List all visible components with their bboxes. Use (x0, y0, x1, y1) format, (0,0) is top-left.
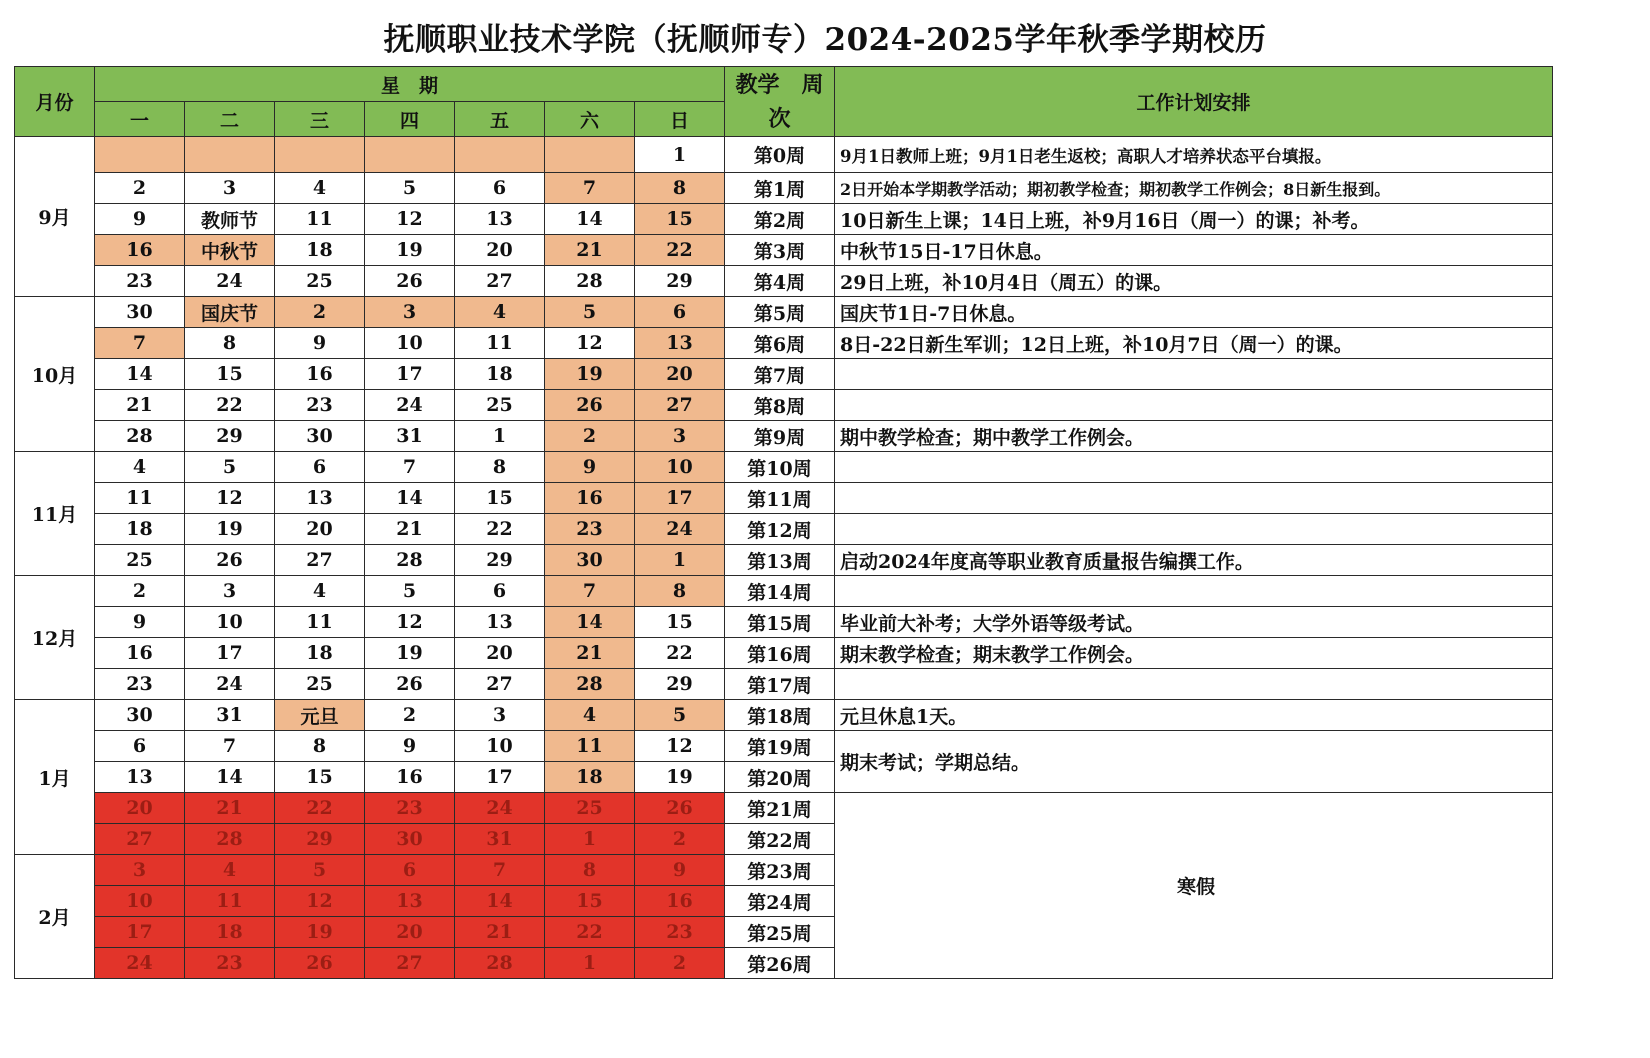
day-cell: 22 (545, 917, 635, 948)
teach-week-cell: 第9周 (725, 421, 835, 452)
day-cell: 22 (455, 514, 545, 545)
day-cell (545, 137, 635, 173)
day-cell: 6 (365, 855, 455, 886)
teach-week-cell: 第13周 (725, 545, 835, 576)
day-cell: 19 (365, 638, 455, 669)
plan-cell: 29日上班，补10月4日（周五）的课。 (835, 266, 1553, 297)
day-cell: 11 (275, 607, 365, 638)
calendar-row (15, 731, 1553, 762)
weekday-tue: 二 (185, 102, 275, 137)
plan-cell (835, 359, 1553, 390)
day-cell: 26 (275, 948, 365, 979)
teach-week-cell: 第24周 (725, 886, 835, 917)
day-cell: 16 (545, 483, 635, 514)
day-cell: 16 (95, 638, 185, 669)
day-cell: 22 (275, 793, 365, 824)
day-cell: 15 (635, 204, 725, 235)
month-header: 月份 (15, 67, 95, 137)
day-cell: 8 (275, 731, 365, 762)
day-cell: 14 (365, 483, 455, 514)
day-cell: 21 (545, 638, 635, 669)
day-cell: 8 (455, 452, 545, 483)
day-cell: 1 (455, 421, 545, 452)
day-cell: 17 (365, 359, 455, 390)
day-cell: 16 (275, 359, 365, 390)
day-cell: 4 (275, 173, 365, 204)
day-cell: 29 (635, 669, 725, 700)
day-cell: 24 (365, 390, 455, 421)
day-cell: 23 (95, 266, 185, 297)
header-row (15, 67, 1553, 102)
day-cell: 27 (455, 669, 545, 700)
day-cell: 11 (455, 328, 545, 359)
day-cell: 4 (455, 297, 545, 328)
day-cell: 9 (95, 607, 185, 638)
day-cell: 24 (185, 669, 275, 700)
plan-cell: 期末考试；学期总结。 (835, 731, 1553, 793)
day-cell: 8 (545, 855, 635, 886)
day-cell: 27 (95, 824, 185, 855)
weekday-wed: 三 (275, 102, 365, 137)
day-cell: 16 (635, 886, 725, 917)
day-cell: 24 (635, 514, 725, 545)
day-cell: 7 (95, 328, 185, 359)
day-cell: 31 (185, 700, 275, 731)
day-cell: 14 (185, 762, 275, 793)
day-cell: 22 (635, 638, 725, 669)
calendar-row (15, 607, 1553, 638)
day-cell: 28 (455, 948, 545, 979)
day-cell (95, 137, 185, 173)
day-cell: 3 (95, 855, 185, 886)
day-cell: 26 (635, 793, 725, 824)
day-cell: 10 (95, 886, 185, 917)
day-cell: 元旦 (275, 700, 365, 731)
day-cell: 18 (545, 762, 635, 793)
day-cell: 10 (185, 607, 275, 638)
calendar-row (15, 359, 1553, 390)
teach-week-cell: 第6周 (725, 328, 835, 359)
day-cell: 26 (365, 266, 455, 297)
calendar-row (15, 793, 1553, 824)
day-cell: 29 (185, 421, 275, 452)
day-cell: 23 (275, 390, 365, 421)
teach-week-cell: 第1周 (725, 173, 835, 204)
day-cell: 9 (365, 731, 455, 762)
winter-vacation-cell: 寒假 (835, 793, 1553, 979)
day-cell: 12 (185, 483, 275, 514)
plan-cell (835, 514, 1553, 545)
weekday-mon: 一 (95, 102, 185, 137)
day-cell: 29 (275, 824, 365, 855)
day-cell: 20 (95, 793, 185, 824)
day-cell: 9 (275, 328, 365, 359)
plan-cell: 8日-22日新生军训；12日上班，补10月7日（周一）的课。 (835, 328, 1553, 359)
day-cell: 2 (545, 421, 635, 452)
day-cell (275, 137, 365, 173)
day-cell: 5 (185, 452, 275, 483)
day-cell: 31 (455, 824, 545, 855)
plan-cell: 2日开始本学期教学活动；期初教学检查；期初教学工作例会；8日新生报到。 (835, 173, 1553, 204)
day-cell: 29 (455, 545, 545, 576)
teach-week-cell: 第12周 (725, 514, 835, 545)
month-label: 2月 (15, 855, 95, 979)
day-cell: 14 (95, 359, 185, 390)
day-cell: 7 (545, 173, 635, 204)
day-cell: 12 (545, 328, 635, 359)
calendar-row (15, 669, 1553, 700)
day-cell: 27 (275, 545, 365, 576)
day-cell: 20 (635, 359, 725, 390)
day-cell: 20 (455, 235, 545, 266)
teach-week-cell: 第18周 (725, 700, 835, 731)
day-cell: 1 (635, 137, 725, 173)
day-cell: 3 (455, 700, 545, 731)
plan-cell: 期末教学检查；期末教学工作例会。 (835, 638, 1553, 669)
day-cell: 13 (275, 483, 365, 514)
day-cell: 19 (275, 917, 365, 948)
day-cell: 27 (455, 266, 545, 297)
day-cell: 20 (455, 638, 545, 669)
day-cell: 18 (455, 359, 545, 390)
calendar-row (15, 700, 1553, 731)
day-cell: 27 (635, 390, 725, 421)
day-cell: 14 (545, 204, 635, 235)
day-cell: 12 (365, 607, 455, 638)
calendar-row (15, 545, 1553, 576)
day-cell: 23 (545, 514, 635, 545)
month-label: 11月 (15, 452, 95, 576)
calendar-row (15, 390, 1553, 421)
day-cell: 5 (365, 576, 455, 607)
day-cell: 24 (95, 948, 185, 979)
day-cell: 5 (365, 173, 455, 204)
calendar-row (15, 204, 1553, 235)
day-cell: 6 (635, 297, 725, 328)
day-cell: 23 (185, 948, 275, 979)
day-cell: 3 (365, 297, 455, 328)
day-cell: 10 (365, 328, 455, 359)
teach-week-cell: 第20周 (725, 762, 835, 793)
teach-week-cell: 第14周 (725, 576, 835, 607)
day-cell: 5 (275, 855, 365, 886)
plan-cell: 10日新生上课；14日上班，补9月16日（周一）的课；补考。 (835, 204, 1553, 235)
day-cell: 2 (635, 948, 725, 979)
day-cell: 28 (365, 545, 455, 576)
school-calendar-table (14, 66, 1553, 979)
day-cell: 2 (365, 700, 455, 731)
day-cell: 20 (365, 917, 455, 948)
day-cell: 15 (545, 886, 635, 917)
calendar-row (15, 638, 1553, 669)
day-cell: 2 (275, 297, 365, 328)
day-cell: 9 (635, 855, 725, 886)
plan-cell: 元旦休息1天。 (835, 700, 1553, 731)
month-label: 9月 (15, 137, 95, 297)
day-cell: 21 (545, 235, 635, 266)
weekday-group-header: 星 期 (95, 67, 725, 102)
plan-cell (835, 390, 1553, 421)
day-cell: 28 (545, 669, 635, 700)
day-cell: 30 (95, 700, 185, 731)
day-cell: 6 (455, 173, 545, 204)
teach-week-cell: 第4周 (725, 266, 835, 297)
teach-week-cell: 第7周 (725, 359, 835, 390)
day-cell: 16 (95, 235, 185, 266)
month-label: 1月 (15, 700, 95, 855)
day-cell: 25 (455, 390, 545, 421)
day-cell: 7 (185, 731, 275, 762)
plan-cell: 国庆节1日-7日休息。 (835, 297, 1553, 328)
page-title: 抚顺职业技术学院（抚顺师专）2024-2025学年秋季学期校历 (383, 22, 1267, 58)
day-cell: 26 (545, 390, 635, 421)
day-cell: 10 (455, 731, 545, 762)
day-cell: 1 (545, 948, 635, 979)
day-cell: 21 (95, 390, 185, 421)
day-cell: 21 (365, 514, 455, 545)
day-cell: 5 (635, 700, 725, 731)
day-cell: 26 (365, 669, 455, 700)
teach-week-cell: 第21周 (725, 793, 835, 824)
day-cell: 3 (185, 576, 275, 607)
day-cell: 1 (635, 545, 725, 576)
day-cell: 17 (635, 483, 725, 514)
weekday-sat: 六 (545, 102, 635, 137)
month-label: 10月 (15, 297, 95, 452)
month-label: 12月 (15, 576, 95, 700)
day-cell: 12 (275, 886, 365, 917)
calendar-row (15, 297, 1553, 328)
day-cell: 14 (545, 607, 635, 638)
day-cell: 29 (635, 266, 725, 297)
day-cell: 31 (365, 421, 455, 452)
day-cell: 14 (455, 886, 545, 917)
day-cell: 中秋节 (185, 235, 275, 266)
day-cell: 2 (95, 173, 185, 204)
plan-header: 工作计划安排 (835, 67, 1553, 137)
plan-cell: 启动2024年度高等职业教育质量报告编撰工作。 (835, 545, 1553, 576)
day-cell: 19 (545, 359, 635, 390)
day-cell: 4 (545, 700, 635, 731)
day-cell: 8 (635, 576, 725, 607)
day-cell: 16 (365, 762, 455, 793)
plan-cell (835, 452, 1553, 483)
calendar-row (15, 483, 1553, 514)
teach-week-cell: 第22周 (725, 824, 835, 855)
day-cell: 11 (185, 886, 275, 917)
calendar-row (15, 266, 1553, 297)
calendar-row (15, 137, 1553, 173)
day-cell: 26 (185, 545, 275, 576)
day-cell: 22 (185, 390, 275, 421)
day-cell: 5 (545, 297, 635, 328)
day-cell: 19 (365, 235, 455, 266)
teach-week-cell: 第3周 (725, 235, 835, 266)
day-cell: 4 (275, 576, 365, 607)
day-cell: 18 (275, 638, 365, 669)
day-cell: 18 (185, 917, 275, 948)
day-cell: 27 (365, 948, 455, 979)
calendar-row (15, 328, 1553, 359)
day-cell: 7 (455, 855, 545, 886)
day-cell: 9 (545, 452, 635, 483)
day-cell: 4 (95, 452, 185, 483)
day-cell: 30 (95, 297, 185, 328)
teach-week-cell: 第0周 (725, 137, 835, 173)
calendar-row (15, 514, 1553, 545)
day-cell (455, 137, 545, 173)
day-cell: 1 (545, 824, 635, 855)
teach-week-cell: 第8周 (725, 390, 835, 421)
teach-week-cell: 第10周 (725, 452, 835, 483)
day-cell: 国庆节 (185, 297, 275, 328)
day-cell: 22 (635, 235, 725, 266)
calendar-row (15, 421, 1553, 452)
teach-week-cell: 第2周 (725, 204, 835, 235)
day-cell: 7 (545, 576, 635, 607)
day-cell: 11 (95, 483, 185, 514)
day-cell: 19 (635, 762, 725, 793)
teach-week-cell: 第5周 (725, 297, 835, 328)
day-cell: 15 (275, 762, 365, 793)
day-cell: 2 (635, 824, 725, 855)
plan-cell: 期中教学检查；期中教学工作例会。 (835, 421, 1553, 452)
day-cell: 25 (95, 545, 185, 576)
day-cell: 17 (95, 917, 185, 948)
day-cell: 13 (365, 886, 455, 917)
weekday-fri: 五 (455, 102, 545, 137)
calendar-row (15, 235, 1553, 266)
day-cell: 20 (275, 514, 365, 545)
plan-cell (835, 576, 1553, 607)
calendar-row (15, 452, 1553, 483)
day-cell: 25 (275, 266, 365, 297)
teach-week-cell: 第11周 (725, 483, 835, 514)
day-cell: 3 (635, 421, 725, 452)
teach-week-cell: 第25周 (725, 917, 835, 948)
day-cell: 18 (95, 514, 185, 545)
teach-week-cell: 第17周 (725, 669, 835, 700)
day-cell: 21 (455, 917, 545, 948)
day-cell: 13 (455, 204, 545, 235)
weekday-sun: 日 (635, 102, 725, 137)
day-cell: 30 (545, 545, 635, 576)
day-cell: 6 (455, 576, 545, 607)
day-cell: 13 (635, 328, 725, 359)
day-cell: 17 (185, 638, 275, 669)
day-cell (185, 137, 275, 173)
day-cell: 2 (95, 576, 185, 607)
day-cell: 13 (95, 762, 185, 793)
plan-cell: 中秋节15日-17日休息。 (835, 235, 1553, 266)
day-cell: 19 (185, 514, 275, 545)
weekday-thu: 四 (365, 102, 455, 137)
day-cell: 28 (95, 421, 185, 452)
day-cell: 23 (365, 793, 455, 824)
day-cell: 18 (275, 235, 365, 266)
teach-week-cell: 第16周 (725, 638, 835, 669)
day-cell: 7 (365, 452, 455, 483)
day-cell: 28 (185, 824, 275, 855)
day-cell: 6 (95, 731, 185, 762)
day-cell: 8 (635, 173, 725, 204)
day-cell: 25 (545, 793, 635, 824)
plan-cell: 9月1日教师上班；9月1日老生返校；高职人才培养状态平台填报。 (835, 137, 1553, 173)
day-cell: 25 (275, 669, 365, 700)
day-cell: 23 (635, 917, 725, 948)
day-cell: 17 (455, 762, 545, 793)
day-cell: 12 (635, 731, 725, 762)
teach-week-cell: 第19周 (725, 731, 835, 762)
day-cell: 23 (95, 669, 185, 700)
day-cell (365, 137, 455, 173)
teach-week-cell: 第26周 (725, 948, 835, 979)
day-cell: 15 (635, 607, 725, 638)
teach-week-cell: 第15周 (725, 607, 835, 638)
day-cell: 24 (455, 793, 545, 824)
calendar-row (15, 173, 1553, 204)
day-cell: 教师节 (185, 204, 275, 235)
plan-cell: 毕业前大补考；大学外语等级考试。 (835, 607, 1553, 638)
day-cell: 30 (275, 421, 365, 452)
day-cell: 30 (365, 824, 455, 855)
day-cell: 3 (185, 173, 275, 204)
day-cell: 9 (95, 204, 185, 235)
day-cell: 13 (455, 607, 545, 638)
day-cell: 11 (545, 731, 635, 762)
plan-cell (835, 483, 1553, 514)
day-cell: 28 (545, 266, 635, 297)
calendar-row (15, 576, 1553, 607)
day-cell: 8 (185, 328, 275, 359)
day-cell: 15 (185, 359, 275, 390)
day-cell: 4 (185, 855, 275, 886)
teach-week-header: 教学 周次 (725, 67, 835, 137)
day-cell: 24 (185, 266, 275, 297)
day-cell: 15 (455, 483, 545, 514)
day-cell: 6 (275, 452, 365, 483)
day-cell: 11 (275, 204, 365, 235)
day-cell: 10 (635, 452, 725, 483)
day-cell: 12 (365, 204, 455, 235)
plan-cell (835, 669, 1553, 700)
day-cell: 21 (185, 793, 275, 824)
teach-week-cell: 第23周 (725, 855, 835, 886)
